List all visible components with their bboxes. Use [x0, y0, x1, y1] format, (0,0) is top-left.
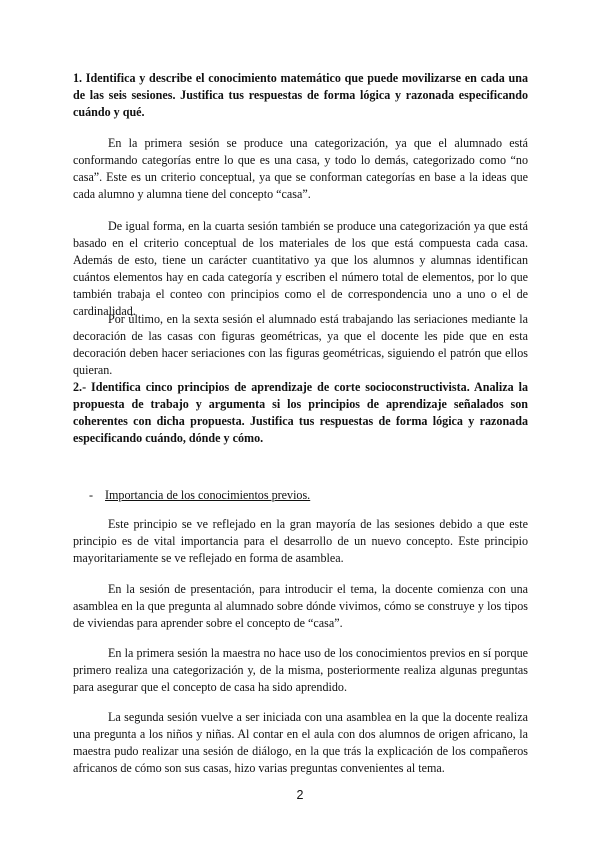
- question-1-title: 1. Identifica y describe el conocimiento matemático que puede movilizarse en cada una de las seis sesiones. Justifica tus respuestas de forma lógica y razonada especificando cuándo y qué.: [73, 71, 528, 119]
- question-2-title: 2.- Identifica cinco principios de aprendizaje de corte socioconstructivista. Analiza la propuesta de trabajo y argumenta si los principios de aprendizaje señalados son coherentes con dicha propuesta. Justifica tus respuestas de forma lógica y razonada especificando cuándo, dónde y cómo.: [73, 380, 528, 445]
- q1-paragraph-1: En la primera sesión se produce una categorización, ya que el alumnado está conformando categorías entre lo que es una casa, y todo lo demás, categorizado como “no casa”. Este es un criterio conceptual, ya que se conforman categorías en base a la ideas que cada alumno y alumna tiene del concepto “casa”.: [73, 136, 528, 201]
- q2-paragraph-3: En la primera sesión la maestra no hace uso de los conocimientos previos en sí porque primero realiza una categorización y, de la misma, posteriormente realiza algunas preguntas para asegurar que el concepto de casa ha sido aprendido.: [73, 646, 528, 694]
- principle-heading: Importancia de los conocimientos previos.: [105, 488, 311, 502]
- list-dash: -: [89, 488, 94, 502]
- page-number: 2: [296, 788, 304, 802]
- q1-paragraph-2: De igual forma, en la cuarta sesión también se produce una categorización ya que está basado en el criterio conceptual de los materiales de los que está compuesta cada casa. Además de esto, tiene un carácter cuantitativo ya que los alumnos y alumnas identifican cuántos elementos hay en cada categoría y escriben el número total de elementos, por lo que también trabaja el conteo con principios como el de correspondencia uno a uno o el de cardinalidad.: [73, 219, 528, 318]
- q2-paragraph-4: La segunda sesión vuelve a ser iniciada con una asamblea en la que la docente realiza una pregunta a los niños y niñas. Al contar en el aula con dos alumnos de origen africano, la maestra pudo realizar una sesión de diálogo, en la que trás la explicación de los compañeros africanos de cómo son sus casas, hizo varias preguntas convenientes al tema.: [73, 710, 528, 775]
- principle-list-item: [89, 487, 310, 504]
- q2-paragraph-2: En la sesión de presentación, para introducir el tema, la docente comienza con una asamblea en la que pregunta al alumnado sobre dónde vivimos, cómo se construye y los tipos de viviendas para aprender sobre el concepto de “casa”.: [73, 582, 528, 630]
- q1-paragraph-3: Por último, en la sexta sesión el alumnado está trabajando las seriaciones mediante la decoración de las casas con figuras geométricas, ya que el docente les pide que en esta decoración deben hacer seriaciones con las figuras geométricas, siguiendo el patrón que ellos quieran.: [73, 312, 528, 377]
- q2-paragraph-1: Este principio se ve reflejado en la gran mayoría de las sesiones debido a que este principio es de vital importancia para el desarrollo de un nuevo concepto. Este principio mayoritariamente se ve reflejado en forma de asamblea.: [73, 517, 528, 565]
